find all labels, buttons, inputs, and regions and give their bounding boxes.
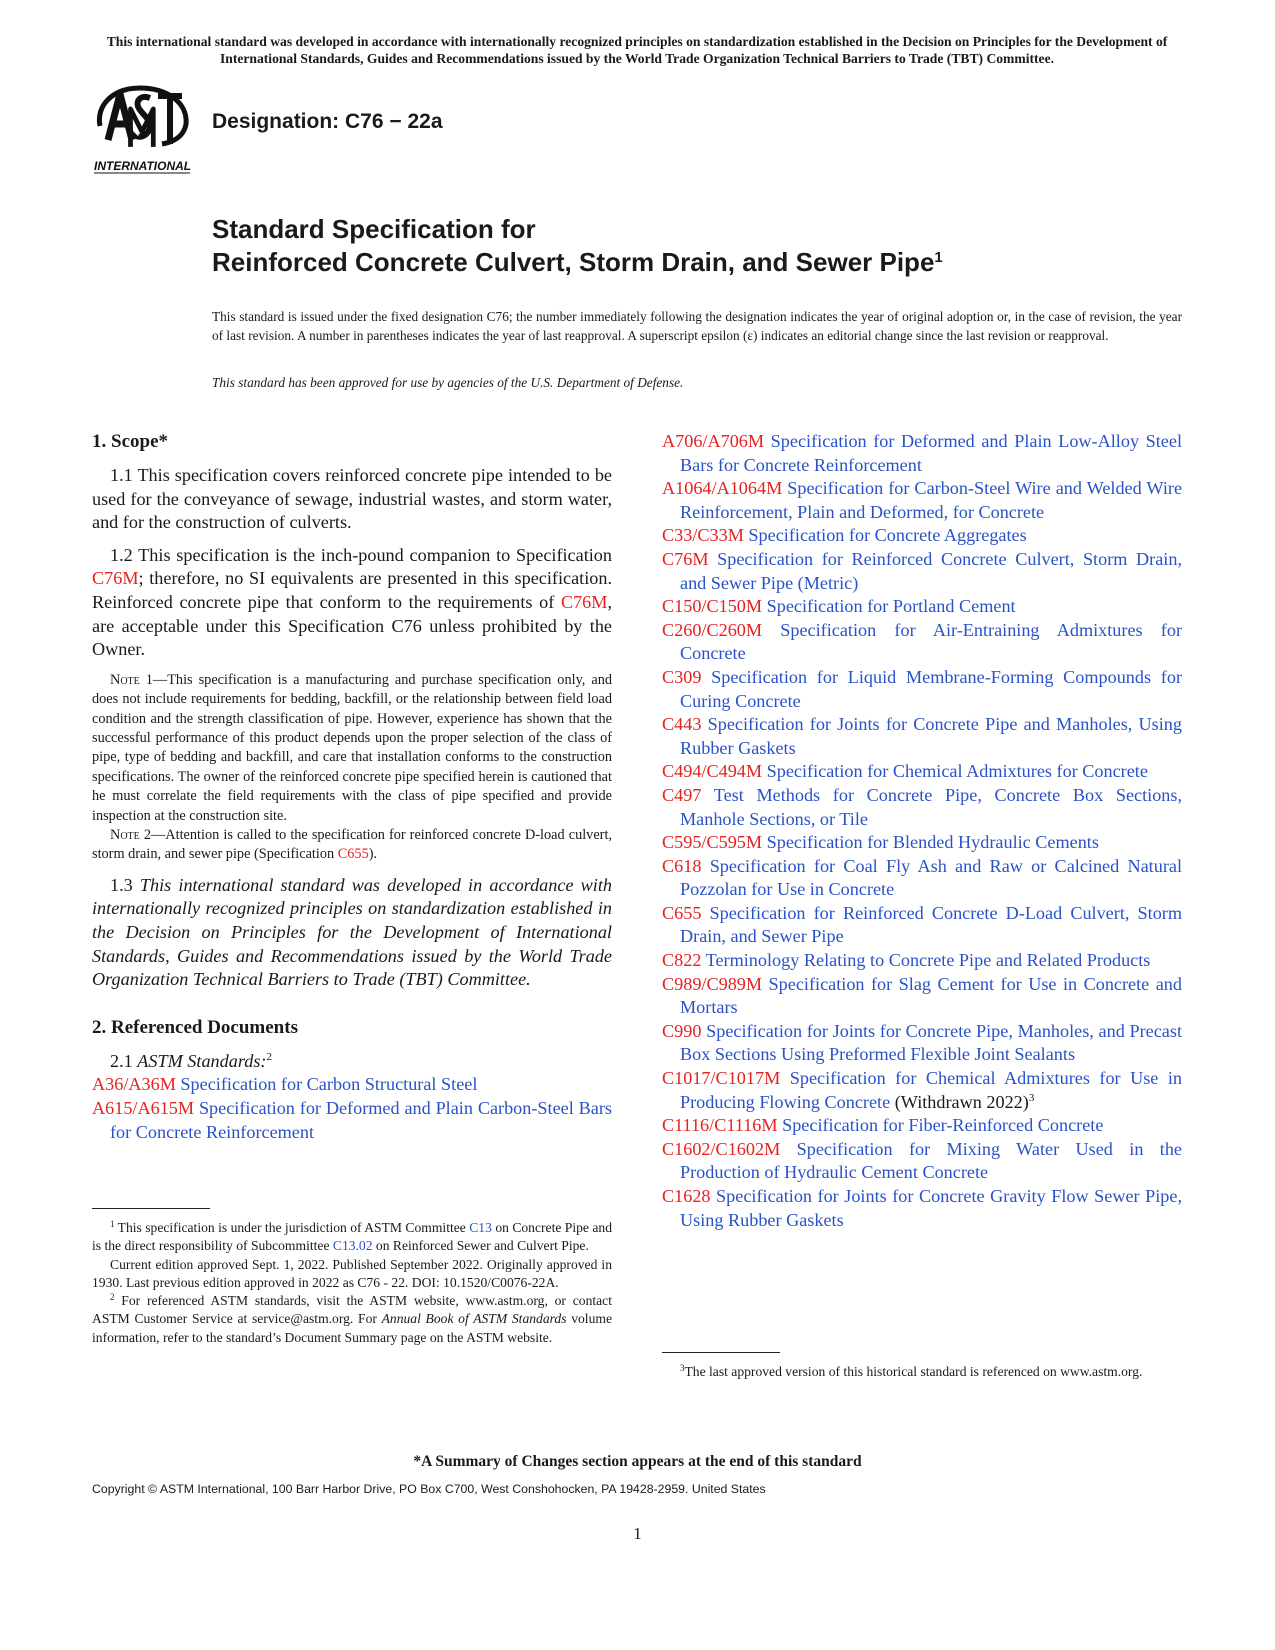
reference-title[interactable]: Specification for Liquid Membrane-Forming Compounds for Curing Concrete (680, 666, 1182, 711)
right-column (662, 430, 1182, 1232)
reference-item[interactable] (662, 949, 1182, 973)
reference-item[interactable] (662, 666, 1182, 713)
reference-code[interactable]: A1064/A1064M (662, 478, 783, 499)
note-2 (92, 826, 612, 865)
page-title (212, 213, 943, 279)
reference-code[interactable]: C1628 (662, 1186, 711, 1206)
link-c76m-2[interactable]: C76M (560, 591, 608, 612)
reference-title[interactable]: Specification for Chemical Admixtures for Concrete (766, 761, 1148, 782)
scope-1-3 (92, 874, 612, 992)
footnote-3-mark-bottom: 3 (680, 1363, 685, 1373)
footnote-3-mark: 3 (1028, 1091, 1035, 1104)
reference-code[interactable]: C76M (662, 548, 709, 569)
page-number: 1 (633, 1524, 642, 1543)
footnote-1-text-a: This specification is under the jurisdiction of ASTM Committee (114, 1220, 470, 1235)
reference-code[interactable]: C1116/C1116M (662, 1115, 778, 1136)
logo-text: INTERNATIONAL (94, 159, 192, 173)
note-2-tail: ). (368, 846, 378, 863)
reference-title[interactable]: Specification for Slag Cement for Use in Concrete and Mortars (680, 973, 1182, 1018)
link-c655[interactable]: C655 (337, 846, 369, 863)
reference-list-right (662, 430, 1182, 1232)
reference-code[interactable]: A706/A706M (662, 431, 765, 451)
note-2-label: Note (110, 827, 140, 843)
reference-item[interactable] (662, 1185, 1182, 1232)
footnote-3-text: The last approved version of this historical standard is referenced on www.astm.org. (684, 1364, 1143, 1379)
reference-item[interactable] (662, 595, 1182, 619)
reference-code[interactable]: C260/C260M (662, 619, 763, 640)
reference-title[interactable]: Test Methods for Concrete Pipe, Concrete Box Sections, Manhole Sections, or Tile (680, 784, 1183, 829)
reference-item[interactable] (92, 1073, 612, 1097)
reference-code[interactable]: C989/C989M (662, 973, 763, 994)
reference-title[interactable]: Specification for Joints for Concrete Pipe and Manholes, Using Rubber Gaskets (680, 714, 1182, 758)
dod-approval-note: This standard has been approved for use by agencies of the U.S. Department of Defense. (212, 375, 684, 390)
footnote-2 (92, 1292, 612, 1347)
reference-item[interactable] (662, 1067, 1182, 1114)
reference-item[interactable] (662, 831, 1182, 855)
reference-code[interactable]: C150/C150M (662, 596, 763, 617)
footnote-3 (662, 1363, 1182, 1381)
designation: Designation: C76 − 22a (212, 110, 443, 133)
reference-title[interactable]: Specification for Deformed and Plain Low-Alloy Steel Bars for Concrete Reinforcement (680, 431, 1182, 475)
reference-title[interactable]: Specification for Reinforced Concrete D-Load Culvert, Storm Drain, and Sewer Pipe (680, 902, 1182, 947)
scope-1-2-text-c: , are acceptable under this Specification C76 unless prohibited by the Owner. (92, 591, 612, 660)
footnote-2-italic: Annual Book of ASTM Standards (381, 1311, 567, 1327)
footnotes-right (662, 1352, 1182, 1381)
title-footnote-mark: 1 (934, 249, 943, 266)
reference-item[interactable] (662, 430, 1182, 477)
reference-item[interactable] (662, 855, 1182, 902)
link-subcommittee-c13-02[interactable]: C13.02 (332, 1238, 373, 1254)
footnote-1-text-b: on Concrete Pipe and is the direct responsibility of Subcommittee (92, 1220, 612, 1254)
reference-item[interactable] (662, 477, 1182, 524)
issuance-statement: This standard is issued under the fixed designation C76; the number immediately following the designation indicates the year of original adoption or, in the case of revision, the year of last revision. A number in parentheses indicates the year of last reapproval. A superscript epsilon (ε) indicates an editorial change since the last revision or reapproval. (212, 309, 1182, 343)
reference-item[interactable] (662, 619, 1182, 666)
reference-item[interactable] (662, 548, 1182, 595)
reference-code[interactable]: C33/C33M (662, 525, 744, 546)
footnote-1-text-c: on Reinforced Sewer and Culvert Pipe. (372, 1238, 589, 1254)
reference-code[interactable]: C990 (662, 1020, 702, 1041)
reference-code[interactable]: C595/C595M (662, 832, 763, 853)
note-1 (92, 671, 612, 826)
withdrawn-note: (Withdrawn 2022) (890, 1091, 1029, 1112)
reference-title[interactable]: Specification for Concrete Aggregates (748, 525, 1027, 546)
summary-of-changes-note: *A Summary of Changes section appears at the end of this standard (413, 1453, 862, 1470)
scope-1-1: 1.1 This specification covers reinforced concrete pipe intended to be used for the conveyance of sewage, industrial wastes, and storm water, and for the construction of culverts. (92, 465, 612, 533)
reference-title[interactable]: Specification for Carbon Structural Steel (180, 1074, 478, 1095)
reference-code[interactable]: C655 (662, 902, 702, 923)
astm-standards-subheading (92, 1050, 612, 1074)
reference-code[interactable]: C309 (662, 666, 702, 687)
astm-standards-number: 2.1 (110, 1050, 138, 1071)
footnotes-left (92, 1208, 612, 1347)
reference-item[interactable] (662, 760, 1182, 784)
reference-list-left (92, 1073, 612, 1144)
footnote-divider (92, 1208, 210, 1209)
reference-code[interactable]: C1602/C1602M (662, 1138, 781, 1159)
reference-code[interactable]: C1017/C1017M (662, 1068, 781, 1089)
footnote-1-edition: Current edition approved Sept. 1, 2022. Published September 2022. Originally approved in 1930. Last previous edition approved in 2022 as C76 - 22. DOI: 10.1520/C0076-22A. (92, 1256, 612, 1290)
reference-item[interactable] (662, 713, 1182, 760)
link-c76m[interactable]: C76M (92, 568, 139, 589)
reference-title[interactable]: Specification for Joints for Concrete Gravity Flow Sewer Pipe, Using Rubber Gaskets (680, 1186, 1183, 1230)
footnote-2-mark-bottom: 2 (110, 1292, 115, 1303)
scope-heading: 1. Scope* (92, 431, 168, 452)
reference-item[interactable] (662, 973, 1182, 1020)
reference-code[interactable]: A615/A615M (92, 1097, 195, 1118)
reference-item[interactable] (92, 1097, 612, 1144)
footnote-2-text-a: For referenced ASTM standards, visit the ASTM website, www.astm.org, or contact ASTM Customer Service at service@astm.org. For (92, 1293, 612, 1327)
scope-1-3-number: 1.3 (110, 874, 140, 895)
reference-title[interactable]: Specification for Carbon-Steel Wire and Welded Wire Reinforcement, Plain and Deformed, for Concrete (680, 478, 1183, 522)
reference-title[interactable]: Specification for Chemical Admixtures for Use in Producing Flowing Concrete (680, 1068, 1182, 1112)
wto-banner: This international standard was developed in accordance with internationally recognized principles on standardization established in the Decision on Principles for the Development of International Standards, Guides and Recommendations issued by the World Trade Organization Technical Barriers to Trade (TBT) Committee. (106, 34, 1168, 66)
astm-logo-icon (92, 84, 194, 176)
reference-code[interactable]: C822 (662, 950, 702, 971)
reference-code[interactable]: A36/A36M (92, 1074, 176, 1095)
referenced-documents-heading: 2. Referenced Documents (92, 1016, 298, 1038)
reference-code[interactable]: C497 (662, 784, 702, 805)
reference-item[interactable] (662, 1020, 1182, 1067)
scope-1-2-text-b: ; therefore, no SI equivalents are presented in this specification. Reinforced concrete pipe that conform to the requirements of (92, 568, 612, 612)
reference-code[interactable]: C494/C494M (662, 761, 763, 782)
reference-title[interactable]: Specification for Fiber-Reinforced Concrete (782, 1115, 1104, 1136)
reference-item[interactable] (662, 524, 1182, 548)
reference-title[interactable]: Specification for Mixing Water Used in the Production of Hydraulic Cement Concrete (680, 1138, 1183, 1183)
scope-1-3-text: This international standard was developed in accordance with internationally recognized principles on standardization established in the Decision on Principles for the Development of International Standards, Guides and Recommendations issued by the World Trade Organization Technical Barriers to Trade (TBT) Committee. (92, 874, 613, 990)
astm-standards-label: ASTM Standards: (137, 1050, 267, 1071)
title-line-2: Reinforced Concrete Culvert, Storm Drain, and Sewer Pipe (212, 247, 935, 277)
footnote-1 (92, 1219, 612, 1256)
reference-title[interactable]: Specification for Reinforced Concrete Culvert, Storm Drain, and Sewer Pipe (Metric) (680, 548, 1182, 593)
reference-code[interactable]: C618 (662, 855, 702, 876)
reference-title[interactable]: Specification for Coal Fly Ash and Raw or Calcined Natural Pozzolan for Use in Concrete (680, 855, 1182, 900)
reference-item[interactable] (662, 1138, 1182, 1185)
title-line-1: Standard Specification for (212, 214, 536, 244)
scope-1-2-text-a: 1.2 This specification is the inch-pound companion to Specification (110, 544, 612, 565)
left-column (92, 430, 612, 1144)
reference-title[interactable]: Specification for Blended Hydraulic Cements (766, 832, 1099, 853)
link-committee-c13[interactable]: C13 (469, 1220, 492, 1235)
footnote-1-mark: 1 (110, 1219, 115, 1229)
reference-title[interactable]: Terminology Relating to Concrete Pipe and Related Products (705, 950, 1151, 971)
reference-code[interactable]: C443 (662, 714, 702, 735)
note-1-text: 1—This specification is a manufacturing and purchase specification only, and does not include requirements for bedding, backfill, or the relationship between field load condition and the strength classification of pipe. However, experience has shown that the successful performance of this product depends upon the proper selection of the class of pipe, type of bedding and backfill, and care that installation conforms to the construction specifications. The owner of the reinforced concrete pipe specified herein is cautioned that he must correlate the field requirements with the class of pipe specified and provide inspection at the construction site. (92, 671, 612, 824)
scope-1-2 (92, 544, 612, 662)
copyright: Copyright © ASTM International, 100 Barr Harbor Drive, PO Box C700, West Conshohocken, PA 19428-2959. United States (92, 1482, 766, 1496)
reference-title[interactable]: Specification for Portland Cement (766, 596, 1016, 617)
note-2-text: 2—Attention is called to the specification for reinforced concrete D-load culvert, storm drain, and sewer pipe (Specification (92, 827, 612, 863)
reference-title[interactable]: Specification for Joints for Concrete Pipe, Manholes, and Precast Box Sections Using Preformed Flexible Joint Sealants (680, 1020, 1182, 1065)
footnote-2-text-b: volume information, refer to the standard’s Document Summary page on the ASTM website. (92, 1311, 612, 1345)
reference-item[interactable] (662, 902, 1182, 949)
reference-title[interactable]: Specification for Deformed and Plain Carbon-Steel Bars for Concrete Reinforcement (110, 1097, 612, 1142)
note-1-label: Note (110, 671, 140, 688)
reference-item[interactable] (662, 1114, 1182, 1138)
reference-title[interactable]: Specification for Air-Entraining Admixtures for Concrete (680, 619, 1182, 664)
footnote-divider (662, 1352, 780, 1353)
reference-item[interactable] (662, 784, 1182, 831)
footnote-2-mark: 2 (266, 1050, 272, 1063)
